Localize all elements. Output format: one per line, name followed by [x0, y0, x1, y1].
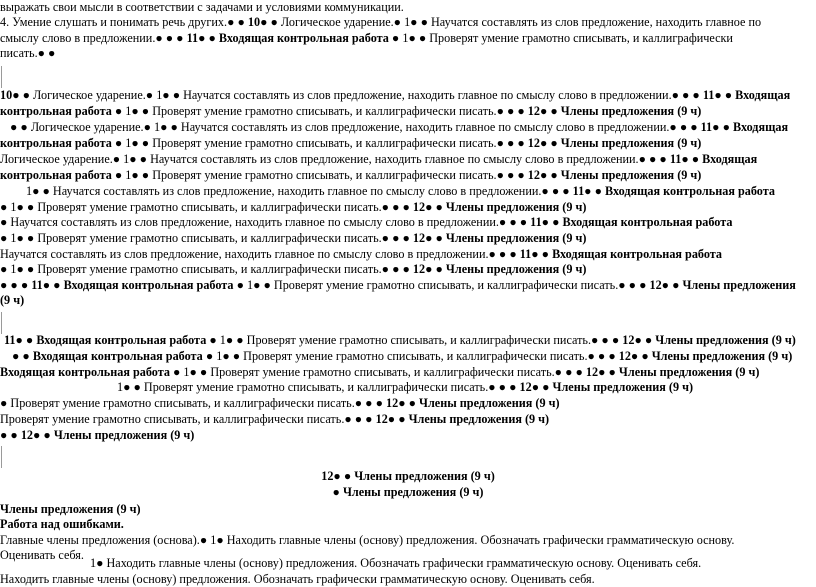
line-text: Проверят умение грамотно списывать, и каллиграфически писать.● ● ● — [0, 412, 376, 426]
lesson-title: 11● ● Входящая контрольная работа ● — [31, 278, 247, 292]
line-text: 1● ● Научатся составлять из слов предложение, находить главное по смыслу слово в предложении.● ● ● — [26, 184, 573, 198]
line-text: 1● ● Проверят умение грамотно списывать, и каллиграфически писать.● ● ● — [216, 349, 619, 363]
text-line-19 — [4, 333, 796, 348]
text-line-29 — [0, 517, 124, 532]
text-line-4 — [0, 46, 55, 61]
text-line-1 — [0, 0, 404, 15]
line-text: смыслу слово в предложении.● ● ● — [0, 31, 187, 45]
lesson-title: 11● ● Входящая — [669, 152, 758, 166]
lesson-title: ● Члены предложения (9 ч) — [332, 485, 484, 499]
lesson-title: 12● ● Члены предложения (9 ч) — [412, 262, 587, 276]
line-text: Логическое ударение.● 1● ● Научатся составлять из слов предложение, находить главное по смыслу слово в предложении.● ● ● — [0, 152, 670, 166]
text-line-2 — [0, 15, 761, 30]
line-text: Находить главные члены (основу) предложения. Обозначать графически грамматическую основу. Оценивать себя. — [0, 572, 595, 586]
text-line-18 — [0, 293, 24, 308]
line-text: 1● ● Проверят умение грамотно списывать, и каллиграфически писать.● ● ● — [125, 136, 528, 150]
text-line-14 — [0, 231, 586, 246]
text-line-12 — [0, 200, 586, 215]
lesson-title: 11● ● Входящая контрольная работа — [530, 215, 733, 229]
lesson-title: 11● ● Входящая контрольная работа — [519, 247, 723, 261]
text-line-6 — [0, 104, 701, 119]
line-text: ● Проверят умение грамотно списывать, и каллиграфически писать.● ● ● — [0, 396, 386, 410]
line-text: ● 1● ● Проверят умение грамотно списывать, и каллиграфически писать.● ● ● — [0, 262, 413, 276]
text-line-8 — [0, 136, 701, 151]
lesson-title: контрольная работа ● — [0, 104, 126, 118]
section-heading: Члены предложения (9 ч) — [0, 502, 141, 516]
text-line-23 — [0, 396, 560, 411]
lesson-title: контрольная работа ● — [0, 168, 126, 182]
lesson-title: 12● ● Члены предложения (9 ч) — [386, 396, 560, 410]
line-text: Главные члены предложения (основа).● — [0, 533, 211, 547]
lesson-title: 12● ● Члены предложения (9 ч) — [412, 200, 587, 214]
lesson-title: 11● ● Входящая — [700, 120, 789, 134]
line-text: 1● ● Проверят умение грамотно списывать, и каллиграфически писать.● ● ● — [125, 168, 528, 182]
text-line-9 — [0, 152, 757, 167]
lesson-title: 12● ● Члены предложения (9 ч) — [321, 469, 495, 483]
lesson-title: Входящая контрольная работа ● — [0, 365, 184, 379]
line-text: 1● Находить главные члены (основу) предложения. Обозначать графически грамматическую основу. — [210, 533, 735, 547]
text-line-5 — [0, 88, 790, 103]
text-line-3 — [0, 31, 733, 46]
text-line-24 — [0, 412, 549, 427]
line-text: ● 1● ● Проверят умение грамотно списывать, и каллиграфически писать.● ● ● — [0, 231, 413, 245]
lesson-title: 11● ● Входящая контрольная работа ● — [186, 31, 403, 45]
lesson-title: (9 ч) — [0, 293, 25, 307]
text-line-32 — [90, 556, 701, 571]
lesson-title: ● ● Входящая контрольная работа ● — [12, 349, 217, 363]
lesson-title: 12● ● Члены предложения (9 ч) — [527, 168, 702, 182]
line-text: 1● ● Проверят умение грамотно списывать, и каллиграфически писать.● ● ● — [117, 380, 520, 394]
lesson-title: 12● ● Члены предложения (9 ч) — [622, 333, 796, 347]
line-text: 1● ● Проверят умение грамотно списывать, и каллиграфически — [402, 31, 733, 45]
line-text: выражать свои мысли в соответствии с задачами и условиями коммуникации. — [0, 0, 404, 14]
lesson-title: 12● ● Члены предложения — [649, 278, 796, 292]
lesson-title: 12● ● Члены предложения (9 ч) — [585, 365, 760, 379]
line-text: Оценивать себя. — [0, 548, 84, 562]
lesson-title: 11● ● Входящая контрольная работа ● — [4, 333, 220, 347]
text-line-26 — [0, 469, 816, 484]
text-line-13 — [0, 215, 732, 230]
table-border — [1, 446, 2, 468]
line-text: ● ● Логическое ударение.● 1● ● Научатся составлять из слов предложение, находить главное по смыслу слово в предложении.● ● ● — [10, 120, 701, 134]
text-line-11 — [26, 184, 775, 199]
line-text: ● Научатся составлять из слов предложение, находить главное по смыслу слово в предложении.● ● ● — [0, 215, 531, 229]
text-line-15 — [0, 247, 722, 262]
lesson-title: контрольная работа ● — [0, 136, 126, 150]
lesson-title: 12● ● Члены предложения (9 ч) — [412, 231, 587, 245]
text-line-21 — [0, 365, 759, 380]
line-text: Логическое ударение.● 1● ● Научатся составлять из слов предложение, находить главное по смыслу слово в предложении.● ● ● — [33, 88, 703, 102]
lesson-number: 10● ● — [0, 88, 34, 102]
lesson-title: 12● ● Члены предложения (9 ч) — [375, 412, 550, 426]
lesson-title: 11● ● Входящая контрольная работа — [572, 184, 775, 198]
line-text: 1● ● Проверят умение грамотно списывать, и каллиграфически писать.● ● ● — [183, 365, 586, 379]
line-text: 1● ● Проверят умение грамотно списывать, и каллиграфически писать.● ● ● — [219, 333, 623, 347]
table-border — [1, 66, 2, 88]
text-line-7 — [10, 120, 788, 135]
lesson-title: 12● ● Члены предложения (9 ч) — [527, 104, 702, 118]
line-text: 1● Находить главные члены (основу) предложения. Обозначать графически грамматическую основу. Оценивать себя. — [90, 556, 702, 570]
lesson-title: ● ● 12● ● Члены предложения (9 ч) — [0, 428, 195, 442]
text-line-20 — [12, 349, 792, 364]
text-line-31 — [0, 548, 84, 563]
text-line-33 — [0, 572, 595, 587]
text-line-22 — [117, 380, 693, 395]
line-text: писать.● ● — [0, 46, 56, 60]
line-text: ● 1● ● Проверят умение грамотно списывать, и каллиграфически писать.● ● ● — [0, 200, 413, 214]
text-line-17 — [0, 278, 796, 293]
line-text: 1● ● Проверят умение грамотно списывать, и каллиграфически писать.● ● ● — [246, 278, 650, 292]
line-text: ● ● ● — [0, 278, 32, 292]
line-text: Логическое ударение.● 1● ● Научатся составлять из слов предложение, находить главное по — [280, 15, 762, 29]
lesson-heading: Работа над ошибками. — [0, 517, 124, 531]
text-line-27 — [0, 485, 816, 500]
text-line-10 — [0, 168, 701, 183]
lesson-title: 12● ● Члены предложения (9 ч) — [618, 349, 793, 363]
lesson-number: 10● ● — [247, 15, 281, 29]
text-line-16 — [0, 262, 586, 277]
table-border — [1, 312, 2, 334]
text-line-30 — [0, 533, 734, 548]
lesson-title: 12● ● Члены предложения (9 ч) — [527, 136, 702, 150]
text-line-25 — [0, 428, 194, 443]
lesson-title: 11● ● Входящая — [702, 88, 791, 102]
lesson-title: 12● ● Члены предложения (9 ч) — [519, 380, 694, 394]
line-text: 1● ● Проверят умение грамотно списывать, и каллиграфически писать.● ● ● — [125, 104, 528, 118]
line-text: 4. Умение слушать и понимать речь других.● ● — [0, 15, 248, 29]
line-text: Научатся составлять из слов предложение, находить главное по смыслу слово в предложении.● ● ● — [0, 247, 520, 261]
text-line-28 — [0, 502, 141, 517]
